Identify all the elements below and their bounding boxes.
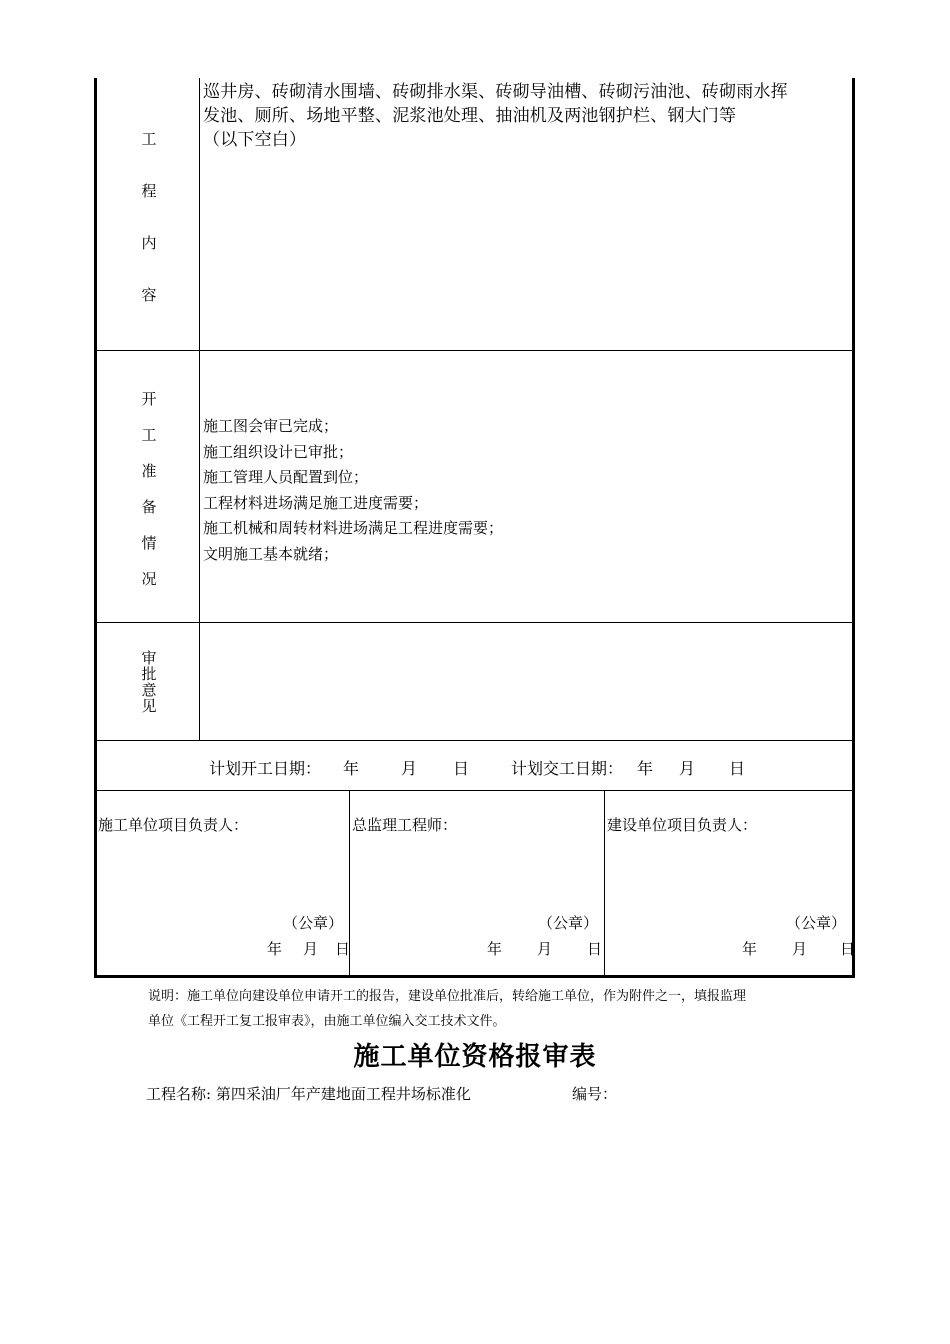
work-content-line: 发池、厕所、场地平整、泥浆池处理、抽油机及两池钢护栏、钢大门等 — [203, 106, 737, 126]
finish-year[interactable]: 年 — [637, 759, 654, 778]
sign-day: 日 — [840, 940, 856, 958]
sign-month: 月 — [792, 940, 808, 958]
label-char: 见 — [141, 697, 157, 715]
supervisor-signature-cell[interactable] — [351, 792, 604, 978]
work-content-text — [203, 80, 850, 152]
label-char: 开 — [141, 390, 157, 408]
sign-column-divider — [604, 790, 605, 976]
owner-signature-cell[interactable] — [606, 792, 856, 978]
list-item: 施工管理人员配置到位； — [203, 468, 369, 486]
list-item: 施工组织设计已审批； — [203, 442, 354, 461]
number-label: 编号： — [572, 1085, 618, 1103]
label-char: 况 — [141, 570, 157, 588]
label-char: 准 — [141, 462, 157, 480]
contractor-manager-label: 施工单位项目负责人： — [98, 816, 249, 834]
work-content-line: （以下空白） — [203, 130, 307, 150]
label-char: 工 — [141, 130, 157, 148]
label-char: 情 — [141, 534, 157, 552]
list-item: 文明施工基本就绪； — [203, 544, 339, 563]
planned-finish-label: 计划交工日期： — [511, 759, 624, 778]
row-divider — [97, 740, 852, 741]
list-item: 施工机械和周转材料进场满足工程进度需要； — [203, 519, 504, 537]
preparation-list — [203, 414, 850, 567]
label-char: 意 — [141, 681, 157, 699]
note-line: 说明：施工单位向建设单位申请开工的报告，建设单位批准后，转给施工单位，作为附件之一，填报监理 — [148, 989, 747, 1004]
label-char: 程 — [141, 182, 157, 200]
work-content-line: 巡井房、砖砌清水围墙、砖砌排水渠、砖砌导油槽、砖砌污油池、砖砌雨水挥 — [203, 82, 788, 102]
label-char: 容 — [141, 286, 157, 304]
approval-opinion-field[interactable] — [203, 626, 850, 736]
sign-month: 月 — [537, 940, 553, 958]
row-divider — [97, 622, 852, 623]
approval-label — [97, 650, 201, 714]
label-char: 批 — [141, 665, 157, 683]
owner-manager-label: 建设单位项目负责人： — [607, 816, 758, 834]
start-month[interactable]: 月 — [401, 759, 418, 778]
seal-label: （公章） — [282, 914, 343, 932]
sign-year: 年 — [487, 940, 503, 958]
sign-day: 日 — [587, 940, 603, 958]
work-content-label — [97, 128, 201, 336]
list-item: 施工图会审已完成； — [203, 417, 339, 435]
start-day[interactable]: 日 — [453, 759, 470, 778]
row-divider — [97, 350, 852, 351]
project-name-label: 工程名称: 第四采油厂年产建地面工程井场标准化 — [146, 1085, 471, 1103]
seal-label: （公章） — [537, 914, 598, 932]
label-char: 内 — [141, 234, 157, 252]
list-item: 工程材料进场满足施工进度需要； — [203, 493, 429, 512]
form-note — [148, 984, 746, 1034]
sign-year: 年 — [267, 940, 283, 958]
start-year[interactable]: 年 — [343, 759, 360, 778]
sign-day: 日 — [335, 940, 351, 958]
note-line: 单位《工程开工复工报审表》，由施工单位编入交工技术文件。 — [148, 1014, 506, 1029]
sign-month: 月 — [303, 940, 319, 958]
contractor-signature-cell[interactable] — [97, 792, 349, 978]
sign-year: 年 — [742, 940, 758, 958]
preparation-label — [97, 388, 201, 604]
seal-label: （公章） — [785, 914, 846, 932]
row-divider — [97, 790, 852, 791]
finish-day[interactable]: 日 — [729, 759, 746, 778]
label-char: 工 — [141, 426, 157, 444]
start-report-form — [94, 78, 855, 978]
page-title: 施工单位资格报审表 — [353, 1042, 597, 1072]
label-char: 审 — [141, 649, 157, 667]
chief-supervisor-label: 总监理工程师： — [352, 816, 458, 834]
label-char: 备 — [141, 498, 157, 516]
finish-month[interactable]: 月 — [679, 759, 696, 778]
planned-start-label: 计划开工日期： — [209, 759, 322, 778]
